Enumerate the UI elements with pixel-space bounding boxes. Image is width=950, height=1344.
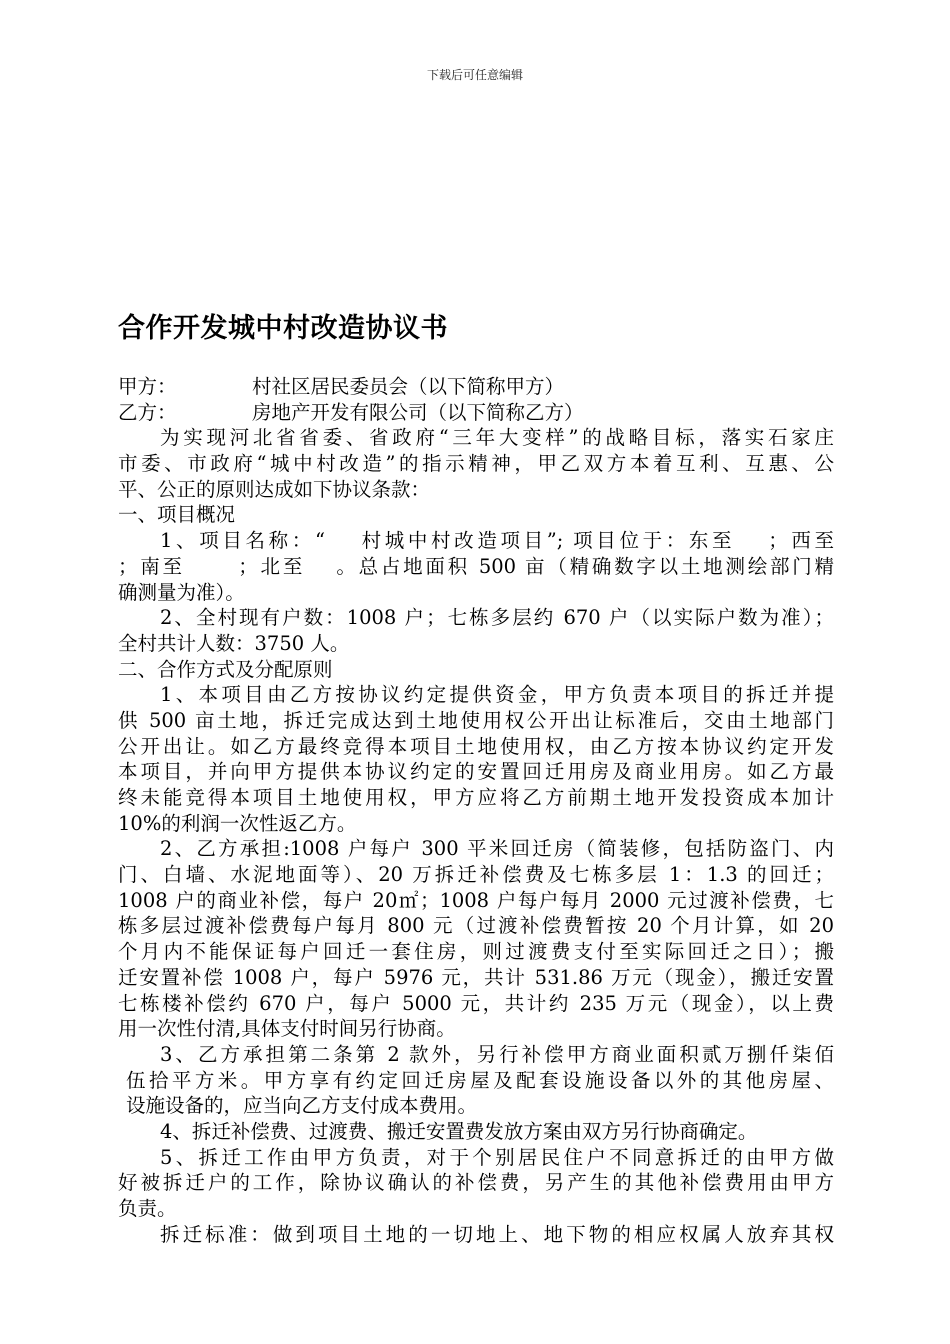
body-line: 设施设备的，应当向乙方支付成本费用。 [126,1094,478,1118]
body-line: 2、全村现有户数：1008 户；七栋多层约 670 户（以实际户数为准）； [160,606,834,630]
body-line: 4、拆迁补偿费、过渡费、搬迁安置费发放方案由双方另行协商确定。 [160,1119,758,1143]
body-line: 市委、市政府“城中村改造”的指示精神，甲乙双方本着互利、互惠、公 [118,452,834,476]
body-line: 10%的利润一次性返乙方。 [118,811,357,835]
body-line: 2、乙方承担:1008 户每户 300 平米回迁房（简装修，包括防盗门、内 [160,837,834,861]
body-line: 拆迁标准：做到项目土地的一切地上、地下物的相应权属人放弃其权 [160,1222,834,1246]
party-b-line [118,400,834,426]
body-line: 二、合作方式及分配原则 [118,657,333,681]
party-a-value: 村社区居民委员会（以下简称甲方） [252,375,565,398]
page-header-note: 下载后可任意编辑 [426,68,523,82]
body-line: 5、拆迁工作由甲方负责，对于个别居民住户不同意拆迁的由甲方做 [160,1145,834,1169]
body-line: ；南至 ；北至 。总占地面积 500 亩（精确数字以土地测绘部门精 [118,554,834,578]
body-line: 用一次性付清,具体支付时间另行协商。 [118,1017,456,1041]
body-text-lines [118,425,834,1247]
body-line: 全村共计人数：3750 人。 [118,631,350,655]
body-line: 1、项目名称：“ 村城中村改造项目”; 项目位于：东至 ；西至 [160,529,834,553]
body-line: 供 500 亩土地，拆迁完成达到土地使用权公开出让标准后，交由土地部门 [118,708,834,732]
party-b-value: 房地产开发有限公司（以下简称乙方） [252,400,584,424]
body-line: 栋多层过渡补偿费每户每月 800 元（过渡补偿费暂按 20 个月计算，如 20 [118,914,834,938]
body-line: 1、本项目由乙方按协议约定提供资金，甲方负责本项目的拆迁并提 [160,683,834,707]
body-line: 1008 户的商业补偿，每户 20㎡；1008 户每户每月 2000 元过渡补偿费，七 [118,888,834,912]
body-line: 迁安置补偿 1008 户，每户 5976 元，共计 531.86 万元（现金），搬迁安置 [118,965,834,989]
body-line: 3、乙方承担第二条第 2 款外，另行补偿甲方商业面积贰万捌仟柒佰 [160,1042,834,1066]
body-line: 为实现河北省省委、省政府“三年大变样”的战略目标，落实石家庄 [160,426,834,450]
document-title: 合作开发城中村改造协议书 [118,313,448,344]
body-line: 确测量为准）。 [118,580,245,604]
body-line: 门、白墙、水泥地面等）、20 万拆迁补偿费及七栋多层 1：1.3 的回迁； [118,863,834,887]
body-line: 个月内不能保证每户回迁一套住房，则过渡费支付至实际回迁之日）；搬 [118,940,834,964]
party-a-line [118,374,834,400]
body-line: 平、公正的原则达成如下协议条款： [118,477,431,501]
body-line: 负责。 [118,1197,177,1220]
party-b-label: 乙方： [118,400,177,424]
document-body [118,374,834,1247]
body-line: 终未能竞得本项目土地使用权，甲方应将乙方前期土地开发投资成本加计 [118,786,834,809]
body-line: 一、项目概况 [118,503,236,527]
body-line: 七栋楼补偿约 670 户，每户 5000 元，共计约 235 万元（现金），以上费 [118,991,834,1015]
party-a-label: 甲方： [118,375,177,398]
body-line: 公开出让。如乙方最终竞得本项目土地使用权，由乙方按本协议约定开发 [118,734,834,758]
body-line: 伍拾平方米。甲方享有约定回迁房屋及配套设施设备以外的其他房屋、 [126,1068,834,1092]
body-line: 本项目，并向甲方提供本协议约定的安置回迁用房及商业用房。如乙方最 [118,760,834,784]
body-line: 好被拆迁户的工作，除协议确认的补偿费，另产生的其他补偿费用由甲方 [118,1171,834,1195]
